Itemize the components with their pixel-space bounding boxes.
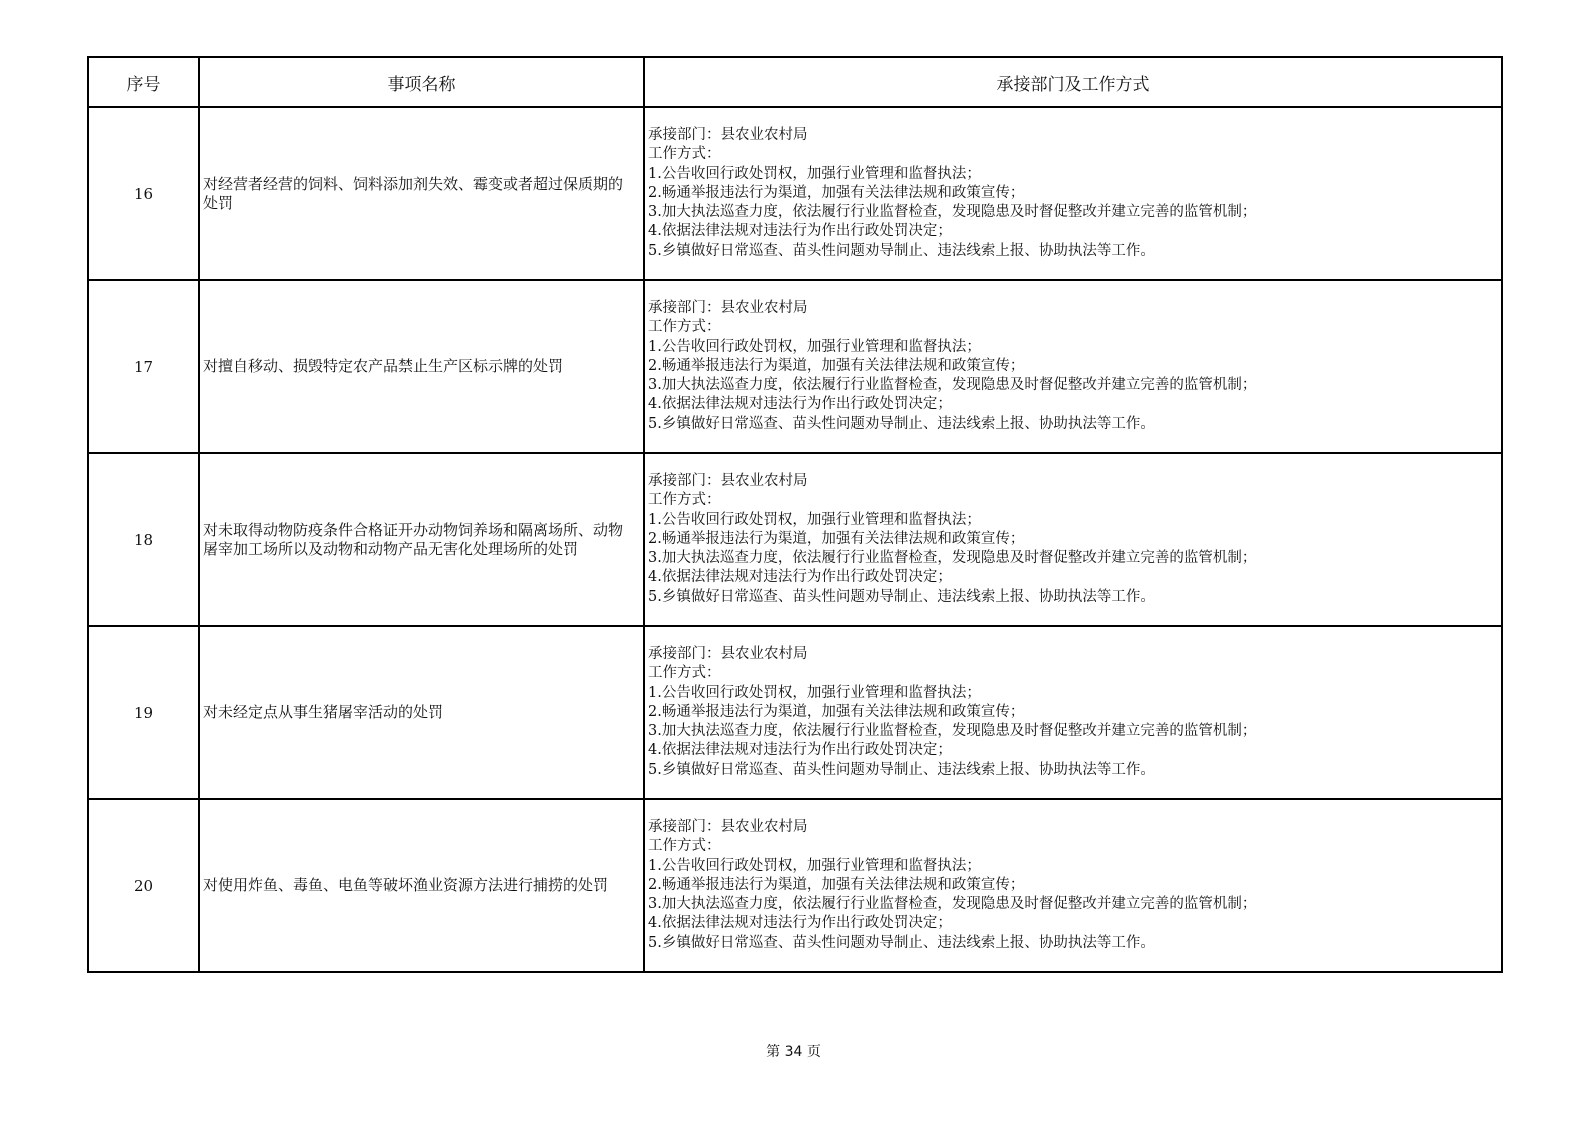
dept-method-line: 5.乡镇做好日常巡查、苗头性问题劝导制止、违法线索上报、协助执法等工作。: [648, 934, 1155, 951]
dept-method-line: 3.加大执法巡查力度，依法履行行业监督检查，发现隐患及时督促整改并建立完善的监管机制；: [648, 377, 1257, 394]
items-table: [87, 56, 1503, 973]
row-number: 19: [88, 626, 199, 799]
dept-method-line: 承接部门：县农业农村局: [648, 126, 808, 143]
dept-method-line: 3.加大执法巡查力度，依法履行行业监督检查，发现隐患及时督促整改并建立完善的监管机制；: [648, 896, 1257, 913]
row-item-name: 对未经定点从事生猪屠宰活动的处罚: [199, 626, 644, 799]
row-dept-method: [644, 107, 1502, 280]
dept-method-line: 1.公告收回行政处罚权，加强行业管理和监督执法；: [648, 165, 981, 182]
page-number: 第 34 页: [766, 1044, 821, 1060]
dept-method-line: 2.畅通举报违法行为渠道，加强有关法律法规和政策宣传；: [648, 357, 1025, 374]
dept-method-line: 2.畅通举报违法行为渠道，加强有关法律法规和政策宣传；: [648, 876, 1025, 893]
row-number: 20: [88, 799, 199, 972]
dept-method-line: 4.依据法律法规对违法行为作出行政处罚决定；: [648, 223, 952, 240]
header-number: 序号: [88, 57, 199, 107]
dept-method-line: 1.公告收回行政处罚权，加强行业管理和监督执法；: [648, 511, 981, 528]
table-row: [88, 453, 1502, 626]
dept-method-line: 4.依据法律法规对违法行为作出行政处罚决定；: [648, 569, 952, 586]
dept-method-line: 2.畅通举报违法行为渠道，加强有关法律法规和政策宣传；: [648, 530, 1025, 547]
dept-method-line: 承接部门：县农业农村局: [648, 645, 808, 662]
table-row: [88, 107, 1502, 280]
row-item-name: 对使用炸鱼、毒鱼、电鱼等破坏渔业资源方法进行捕捞的处罚: [199, 799, 644, 972]
dept-method-line: 工作方式：: [648, 492, 721, 509]
table-row: [88, 799, 1502, 972]
table-row: [88, 626, 1502, 799]
dept-method-line: 4.依据法律法规对违法行为作出行政处罚决定；: [648, 915, 952, 932]
dept-method-line: 工作方式：: [648, 665, 721, 682]
row-dept-method: [644, 626, 1502, 799]
header-dept-method: 承接部门及工作方式: [644, 57, 1502, 107]
dept-method-line: 4.依据法律法规对违法行为作出行政处罚决定；: [648, 396, 952, 413]
dept-method-line: 2.畅通举报违法行为渠道，加强有关法律法规和政策宣传；: [648, 703, 1025, 720]
row-number: 16: [88, 107, 199, 280]
dept-method-line: 1.公告收回行政处罚权，加强行业管理和监督执法；: [648, 338, 981, 355]
row-item-name: 对经营者经营的饲料、饲料添加剂失效、霉变或者超过保质期的处罚: [199, 107, 644, 280]
dept-method-line: 3.加大执法巡查力度，依法履行行业监督检查，发现隐患及时督促整改并建立完善的监管机制；: [648, 550, 1257, 567]
row-number: 17: [88, 280, 199, 453]
dept-method-line: 1.公告收回行政处罚权，加强行业管理和监督执法；: [648, 857, 981, 874]
dept-method-line: 1.公告收回行政处罚权，加强行业管理和监督执法；: [648, 684, 981, 701]
dept-method-line: 3.加大执法巡查力度，依法履行行业监督检查，发现隐患及时督促整改并建立完善的监管机制；: [648, 204, 1257, 221]
dept-method-line: 承接部门：县农业农村局: [648, 818, 808, 835]
dept-method-line: 4.依据法律法规对违法行为作出行政处罚决定；: [648, 742, 952, 759]
dept-method-line: 工作方式：: [648, 838, 721, 855]
dept-method-line: 5.乡镇做好日常巡查、苗头性问题劝导制止、违法线索上报、协助执法等工作。: [648, 761, 1155, 778]
row-dept-method: [644, 280, 1502, 453]
header-item-name: 事项名称: [199, 57, 644, 107]
dept-method-line: 工作方式：: [648, 146, 721, 163]
header-row: [88, 57, 1502, 107]
dept-method-line: 承接部门：县农业农村局: [648, 299, 808, 316]
dept-method-line: 2.畅通举报违法行为渠道，加强有关法律法规和政策宣传；: [648, 184, 1025, 201]
dept-method-line: 5.乡镇做好日常巡查、苗头性问题劝导制止、违法线索上报、协助执法等工作。: [648, 242, 1155, 259]
row-number: 18: [88, 453, 199, 626]
row-dept-method: [644, 799, 1502, 972]
dept-method-line: 工作方式：: [648, 319, 721, 336]
row-dept-method: [644, 453, 1502, 626]
dept-method-line: 承接部门：县农业农村局: [648, 472, 808, 489]
dept-method-line: 5.乡镇做好日常巡查、苗头性问题劝导制止、违法线索上报、协助执法等工作。: [648, 415, 1155, 432]
table-row: [88, 280, 1502, 453]
dept-method-line: 5.乡镇做好日常巡查、苗头性问题劝导制止、违法线索上报、协助执法等工作。: [648, 588, 1155, 605]
row-item-name: 对未取得动物防疫条件合格证开办动物饲养场和隔离场所、动物屠宰加工场所以及动物和动物产品无害化处理场所的处罚: [199, 453, 644, 626]
dept-method-line: 3.加大执法巡查力度，依法履行行业监督检查，发现隐患及时督促整改并建立完善的监管机制；: [648, 723, 1257, 740]
row-item-name: 对擅自移动、损毁特定农产品禁止生产区标示牌的处罚: [199, 280, 644, 453]
